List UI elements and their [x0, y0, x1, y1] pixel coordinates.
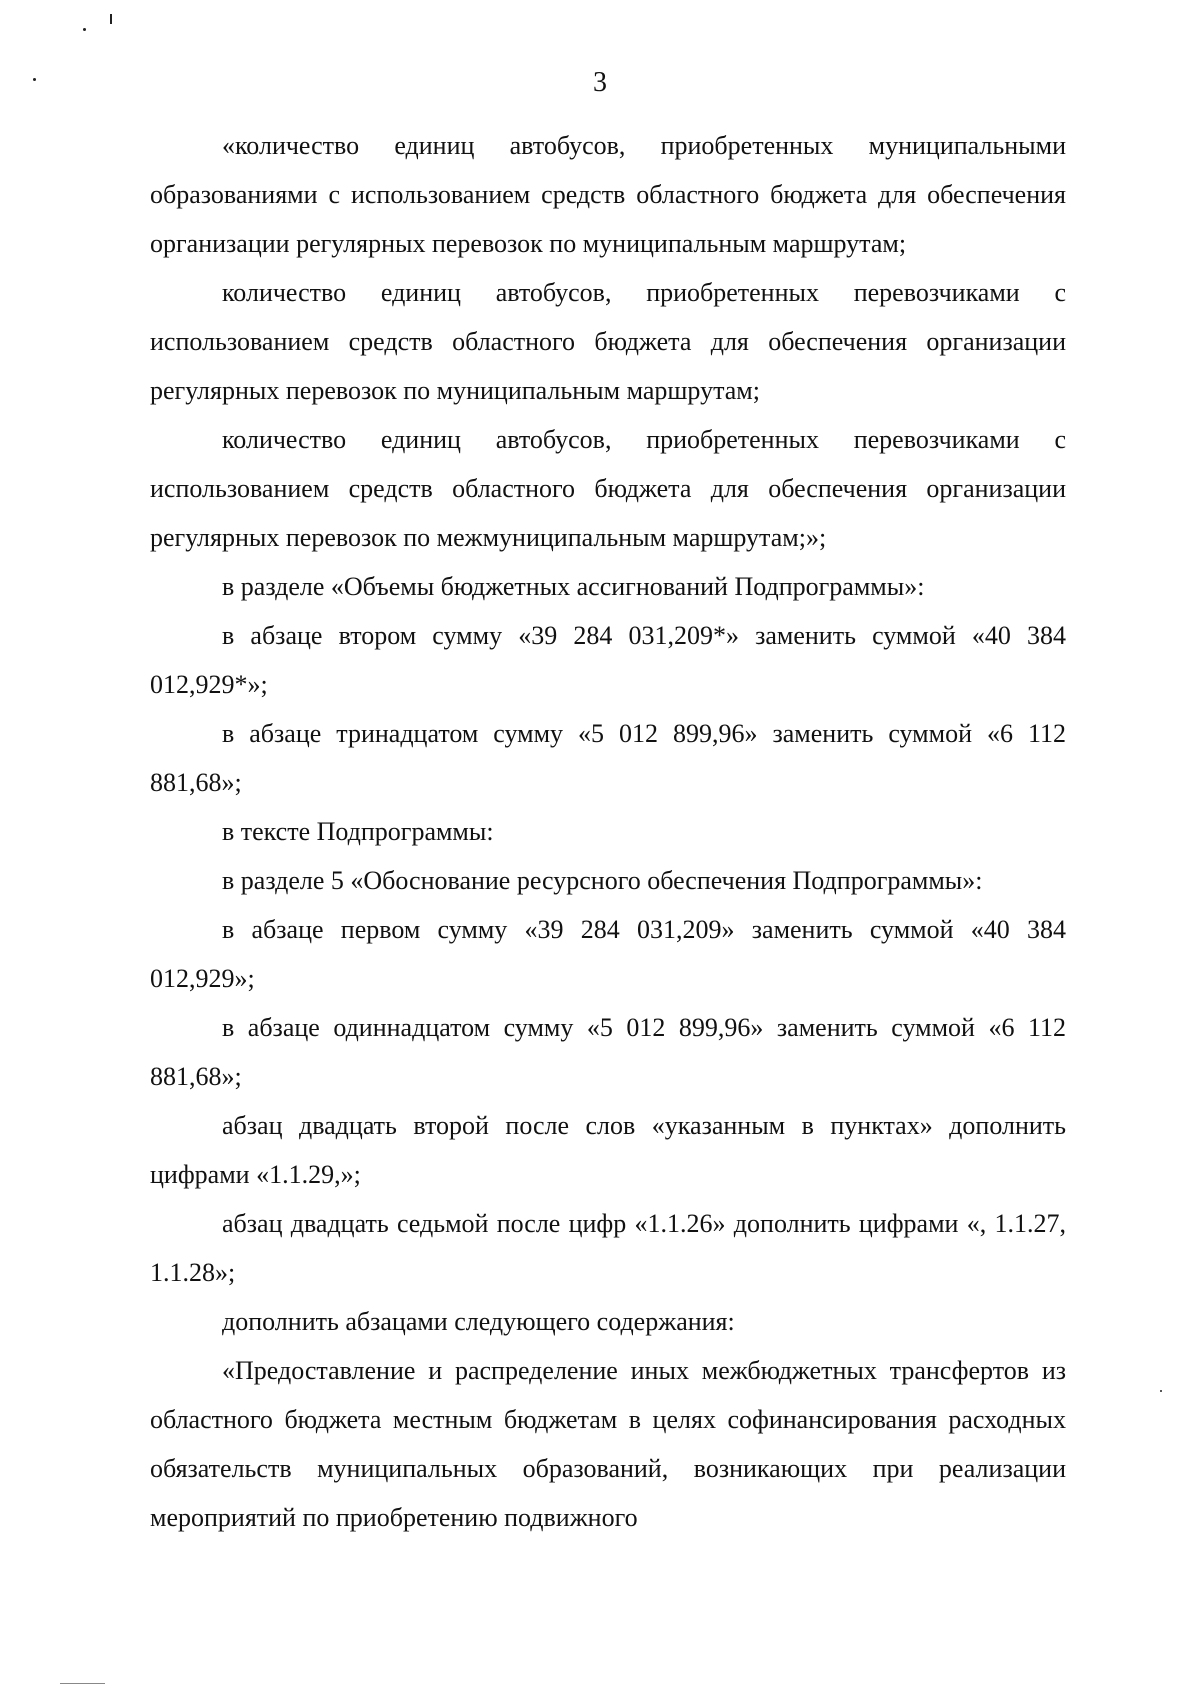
paragraph: количество единиц автобусов, приобретенных перевозчиками с использованием средств областного бюджета для обеспечения организации регулярных перевозок по межмуниципальным маршрутам;»; [150, 425, 1066, 552]
paragraph: абзац двадцать второй после слов «указанным в пунктах» дополнить цифрами «1.1.29,»; [150, 1111, 1066, 1189]
scan-artifact [60, 1683, 105, 1684]
paragraph: «Предоставление и распределение иных межбюджетных трансфертов из областного бюджета местным бюджетам в целях софинансирования расходных обязательств муниципальных образований, возникающих при реализации мероприятий по приобретению подвижного [150, 1356, 1066, 1532]
paragraph: в разделе 5 «Обоснование ресурсного обеспечения Подпрограммы»: [222, 866, 983, 895]
document-body [150, 121, 1066, 1542]
paragraph: количество единиц автобусов, приобретенных перевозчиками с использованием средств областного бюджета для обеспечения организации регулярных перевозок по муниципальным маршрутам; [150, 278, 1066, 405]
paragraph: в абзаце втором сумму «39 284 031,209*» заменить суммой «40 384 012,929*»; [150, 621, 1066, 699]
page-number: 3 [593, 67, 607, 98]
scan-artifact [1160, 1390, 1162, 1392]
paragraph: в абзаце тринадцатом сумму «5 012 899,96» заменить суммой «6 112 881,68»; [150, 719, 1066, 797]
scan-artifact [83, 28, 86, 31]
paragraph: в тексте Подпрограммы: [222, 817, 494, 846]
paragraph: в абзаце одиннадцатом сумму «5 012 899,96» заменить суммой «6 112 881,68»; [150, 1013, 1066, 1091]
paragraph: «количество единиц автобусов, приобретенных муниципальными образованиями с использованием средств областного бюджета для обеспечения организации регулярных перевозок по муниципальным маршрутам; [150, 131, 1066, 258]
paragraph: в абзаце первом сумму «39 284 031,209» заменить суммой «40 384 012,929»; [150, 915, 1066, 993]
scan-artifact [110, 14, 112, 24]
paragraph: дополнить абзацами следующего содержания: [222, 1307, 735, 1336]
paragraph: абзац двадцать седьмой после цифр «1.1.26» дополнить цифрами «, 1.1.27, 1.1.28»; [150, 1209, 1066, 1287]
paragraph: в разделе «Объемы бюджетных ассигнований Подпрограммы»: [222, 572, 925, 601]
